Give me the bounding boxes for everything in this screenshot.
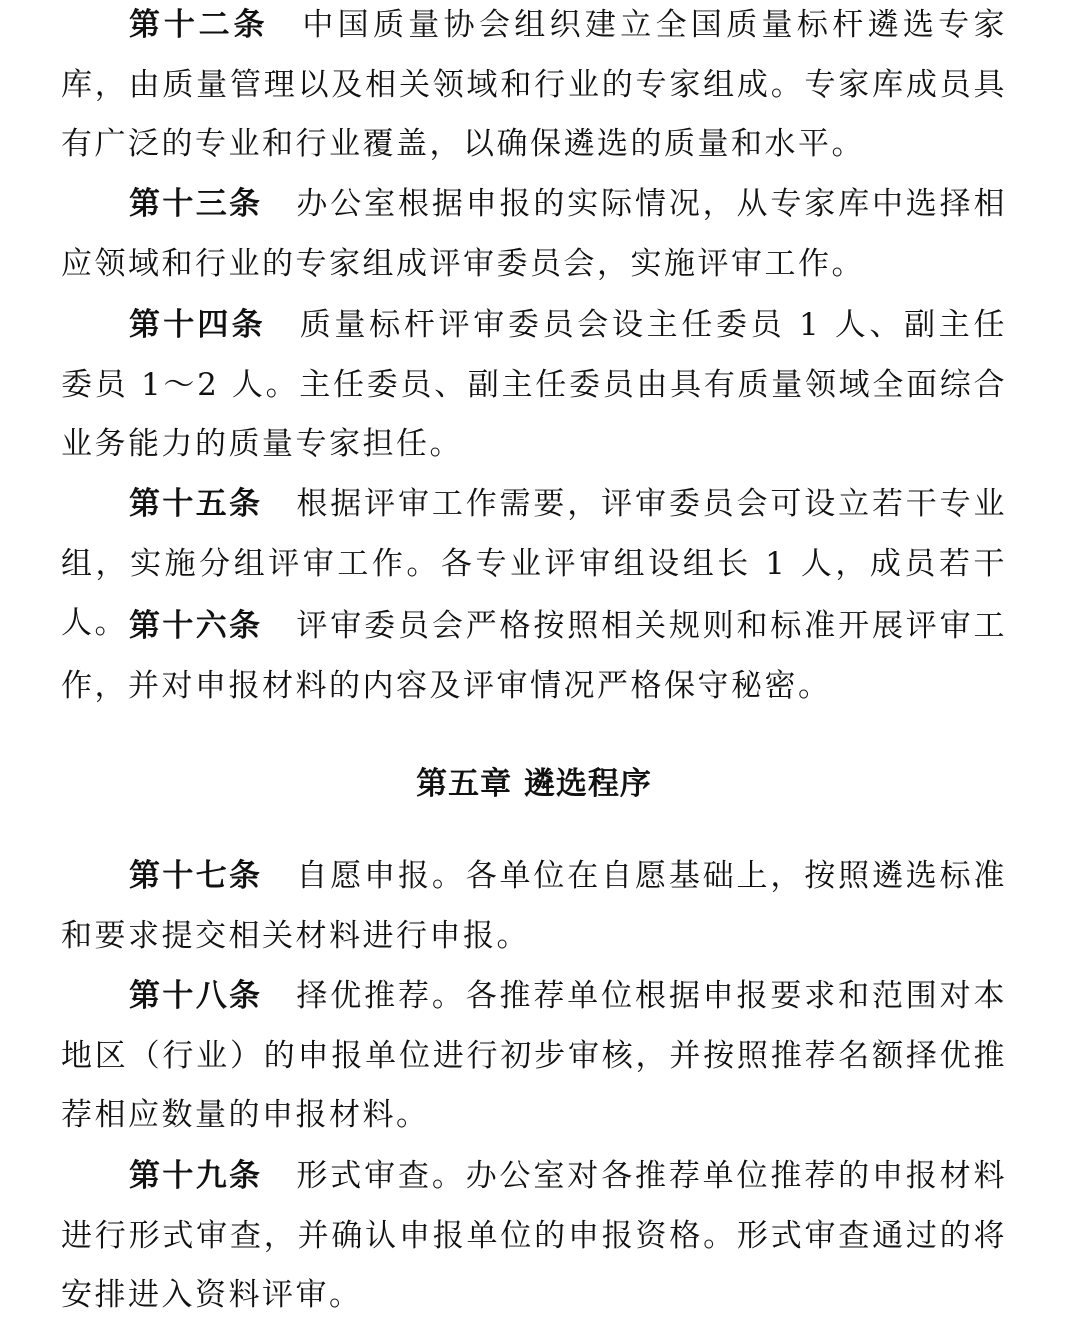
- article-14: [61, 296, 1007, 475]
- article-12-text: 中国质量协会组织建立全国质量标杆遴选专家库，由质量管理以及相关领域和行业的专家组成。专家库成员具有广泛的专业和行业覆盖，以确保遴选的质量和水平。: [61, 7, 1008, 162]
- document-page: [61, 0, 1007, 1331]
- article-13-label: 第十三条: [129, 186, 263, 222]
- chapter-heading: 第五章 遴选程序: [416, 766, 652, 802]
- article-13: [61, 175, 1007, 294]
- article-19: [61, 1147, 1007, 1326]
- article-16-label: 第十六条: [129, 608, 263, 644]
- article-17-text: 自愿申报。各单位在自愿基础上，按照遴选标准和要求提交相关材料进行申报。: [61, 858, 1008, 954]
- article-19-label: 第十九条: [129, 1158, 263, 1194]
- article-14-label: 第十四条: [129, 307, 266, 343]
- article-12: [61, 0, 1007, 175]
- article-16-text: 评审委员会严格按照相关规则和标准开展评审工作，并对申报材料的内容及评审情况严格保守秘密。: [61, 608, 1008, 704]
- article-18-label: 第十八条: [129, 978, 263, 1014]
- article-18: [61, 967, 1007, 1146]
- article-17: [61, 847, 1007, 966]
- article-16: [61, 597, 1007, 716]
- article-19-text: 形式审查。办公室对各推荐单位推荐的申报材料进行形式审查，并确认申报单位的申报资格。形式审查通过的将安排进入资料评审。: [61, 1158, 1008, 1313]
- article-13-text: 办公室根据申报的实际情况，从专家库中选择相应领域和行业的专家组成评审委员会，实施评审工作。: [61, 186, 1008, 282]
- article-17-label: 第十七条: [129, 858, 263, 894]
- article-12-label: 第十二条: [129, 7, 269, 43]
- article-15-label: 第十五条: [129, 486, 263, 522]
- article-14-text: 质量标杆评审委员会设主任委员 1 人、副主任委员 1～2 人。主任委员、副主任委员由具有质量领域全面综合业务能力的质量专家担任。: [61, 307, 1007, 462]
- article-15-text: 根据评审工作需要，评审委员会可设立若干专业组，实施分组评审工作。各专业评审组设组长 1 人，成员若干人。: [61, 486, 1008, 641]
- article-18-text: 择优推荐。各推荐单位根据申报要求和范围对本地区（行业）的申报单位进行初步审核，并按照推荐名额择优推荐相应数量的申报材料。: [61, 978, 1008, 1133]
